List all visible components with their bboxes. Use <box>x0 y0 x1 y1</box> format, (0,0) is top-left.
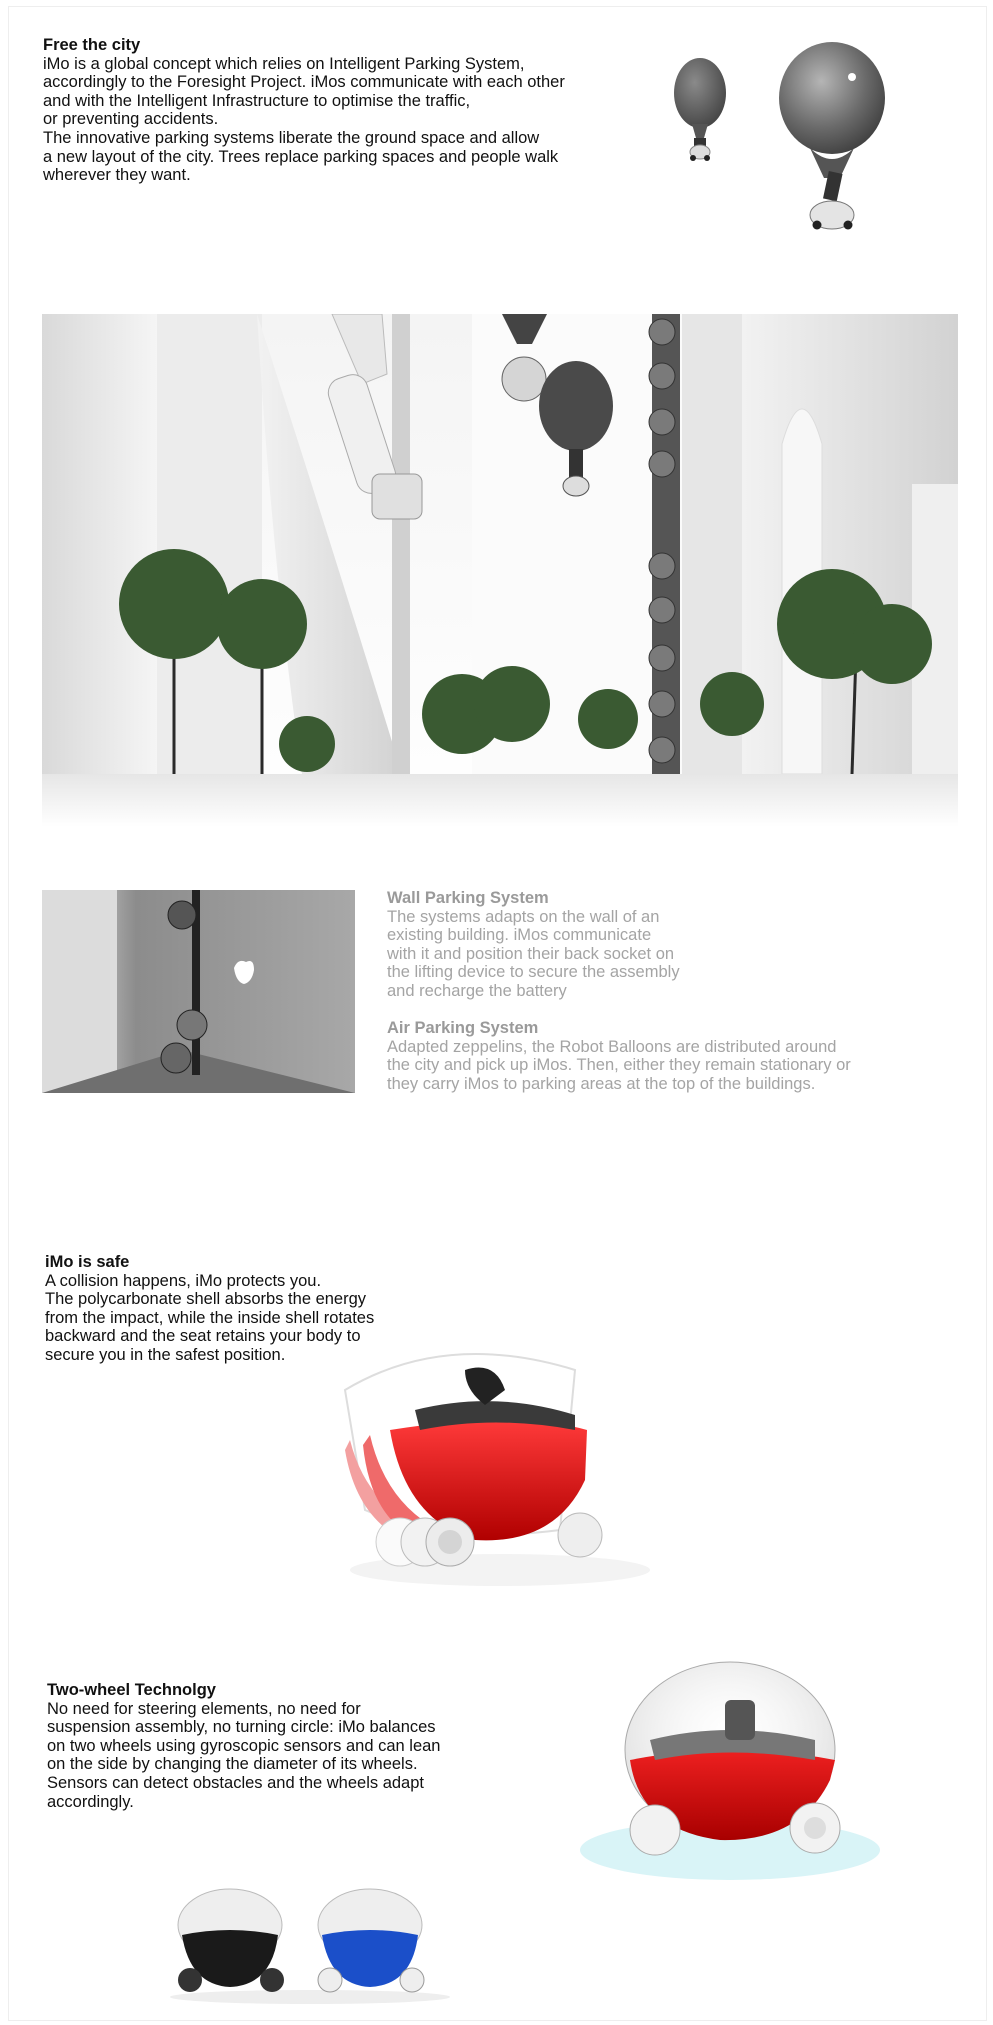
wall-parking-title: Wall Parking System <box>387 889 549 907</box>
city-scene-icon <box>42 314 958 827</box>
air-parking-body: Adapted zeppelins, the Robot Balloons are distributed around the city and pick up iMos. Then, either they remain stationary or they carry iMos to parking areas at the top of the buildings. <box>387 1037 851 1093</box>
free-city-title: Free the city <box>43 36 141 54</box>
wall-parking-body: The systems adapts on the wall of an existing building. iMos communicate with it and position their back socket on the lifting device to secure the assembly and recharge the battery <box>387 907 680 1000</box>
imo-pair-icon <box>160 1885 460 2005</box>
two-wheel-body: No need for steering elements, no need for suspension assembly, no turning circle: iMo balances on two wheels using gyroscopic sensors and can lean on the side by changing the diameter of its wheels. Sensors can detect obstacles and the wheels adapt accordingly. <box>47 1699 441 1811</box>
safe-title: iMo is safe <box>45 1253 130 1271</box>
air-parking-section <box>387 1019 947 1093</box>
wall-parking-section <box>387 889 907 1001</box>
imo-crash-icon <box>325 1330 665 1600</box>
free-city-section <box>43 36 633 185</box>
imo-red-pod-icon <box>580 1650 960 1940</box>
wall-parking-icon <box>42 890 355 1093</box>
robot-balloons-icon <box>660 20 900 235</box>
two-wheel-title: Two-wheel Technolgy <box>47 1681 216 1699</box>
air-parking-title: Air Parking System <box>387 1019 539 1037</box>
two-wheel-section <box>47 1681 507 1811</box>
safe-body: A collision happens, iMo protects you. The polycarbonate shell absorbs the energy from the impact, while the inside shell rotates backward and the seat retains your body to secure you in the safest position. <box>45 1271 375 1364</box>
free-city-body: iMo is a global concept which relies on Intelligent Parking System, accordingly to the Foresight Project. iMos communicate with each other and with the Intelligent Infrastructure to optimise the traffic, or preventing accidents. The innovative parking systems liberate the ground space and allow a new layout of the city. Trees replace parking spaces and people walk wherever they want. <box>43 54 565 185</box>
